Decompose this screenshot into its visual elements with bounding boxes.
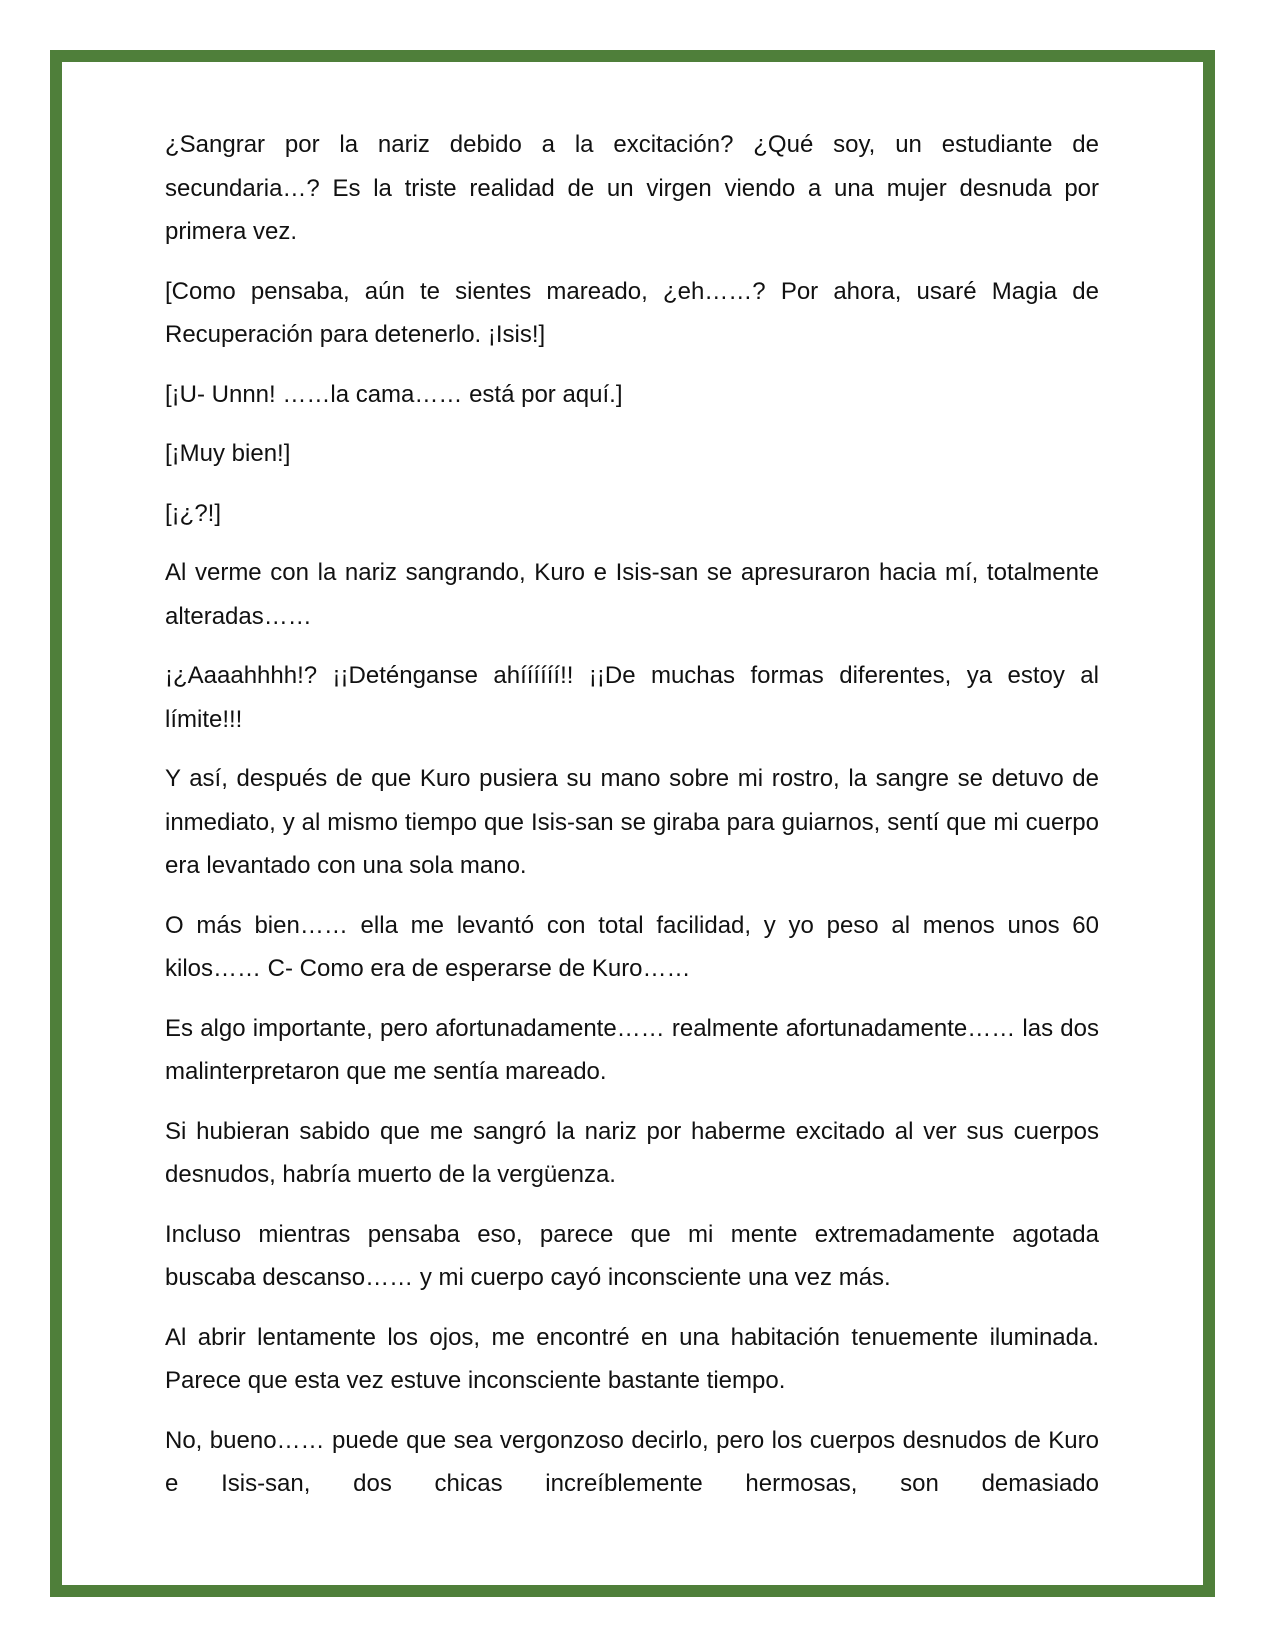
paragraph: Al abrir lentamente los ojos, me encontré en una habitación tenuemente iluminada. Parece que esta vez estuve inconsciente bastante tiempo. xyxy=(165,1323,1099,1394)
paragraph: [¡U- Unnn! ……la cama…… está por aquí.] xyxy=(165,380,623,408)
document-body xyxy=(165,123,1099,1522)
paragraph: Es algo importante, pero afortunadamente…… realmente afortunadamente…… las dos malinterpretaron que me sentía mareado. xyxy=(165,1014,1099,1085)
paragraph: Incluso mientras pensaba eso, parece que mi mente extremadamente agotada buscaba descanso…… y mi cuerpo cayó inconsciente una vez más. xyxy=(165,1220,1099,1291)
paragraph: ¿Sangrar por la nariz debido a la excitación? ¿Qué soy, un estudiante de secundaria…? Es la triste realidad de un virgen viendo a una mujer desnuda por primera vez. xyxy=(165,131,1099,245)
paragraph: Si hubieran sabido que me sangró la nariz por haberme excitado al ver sus cuerpos desnudos, habría muerto de la vergüenza. xyxy=(165,1117,1099,1188)
paragraph: Y así, después de que Kuro pusiera su mano sobre mi rostro, la sangre se detuvo de inmediato, y al mismo tiempo que Isis-san se giraba para guiarnos, sentí que mi cuerpo era levantado con una sola mano. xyxy=(165,765,1099,879)
paragraph: Al verme con la nariz sangrando, Kuro e Isis-san se apresuraron hacia mí, totalmente alteradas…… xyxy=(165,559,1099,630)
paragraph: ¡¿Aaaahhhh!? ¡¡Deténganse ahíííííí!! ¡¡De muchas formas diferentes, ya estoy al límite!!! xyxy=(165,662,1099,733)
paragraph: [¡Muy bien!] xyxy=(165,440,291,467)
paragraph: [¡¿?!] xyxy=(165,499,222,527)
paragraph: [Como pensaba, aún te sientes mareado, ¿eh……? Por ahora, usaré Magia de Recuperación para detenerlo. ¡Isis!] xyxy=(165,277,1099,348)
paragraph: O más bien…… ella me levantó con total facilidad, y yo peso al menos unos 60 kilos…… C- Como era de esperarse de Kuro…… xyxy=(165,911,1099,982)
paragraph: No, bueno…… puede que sea vergonzoso decirlo, pero los cuerpos desnudos de Kuro e Isis-san, dos chicas increíblemente hermosas, son demasiado xyxy=(165,1426,1099,1497)
